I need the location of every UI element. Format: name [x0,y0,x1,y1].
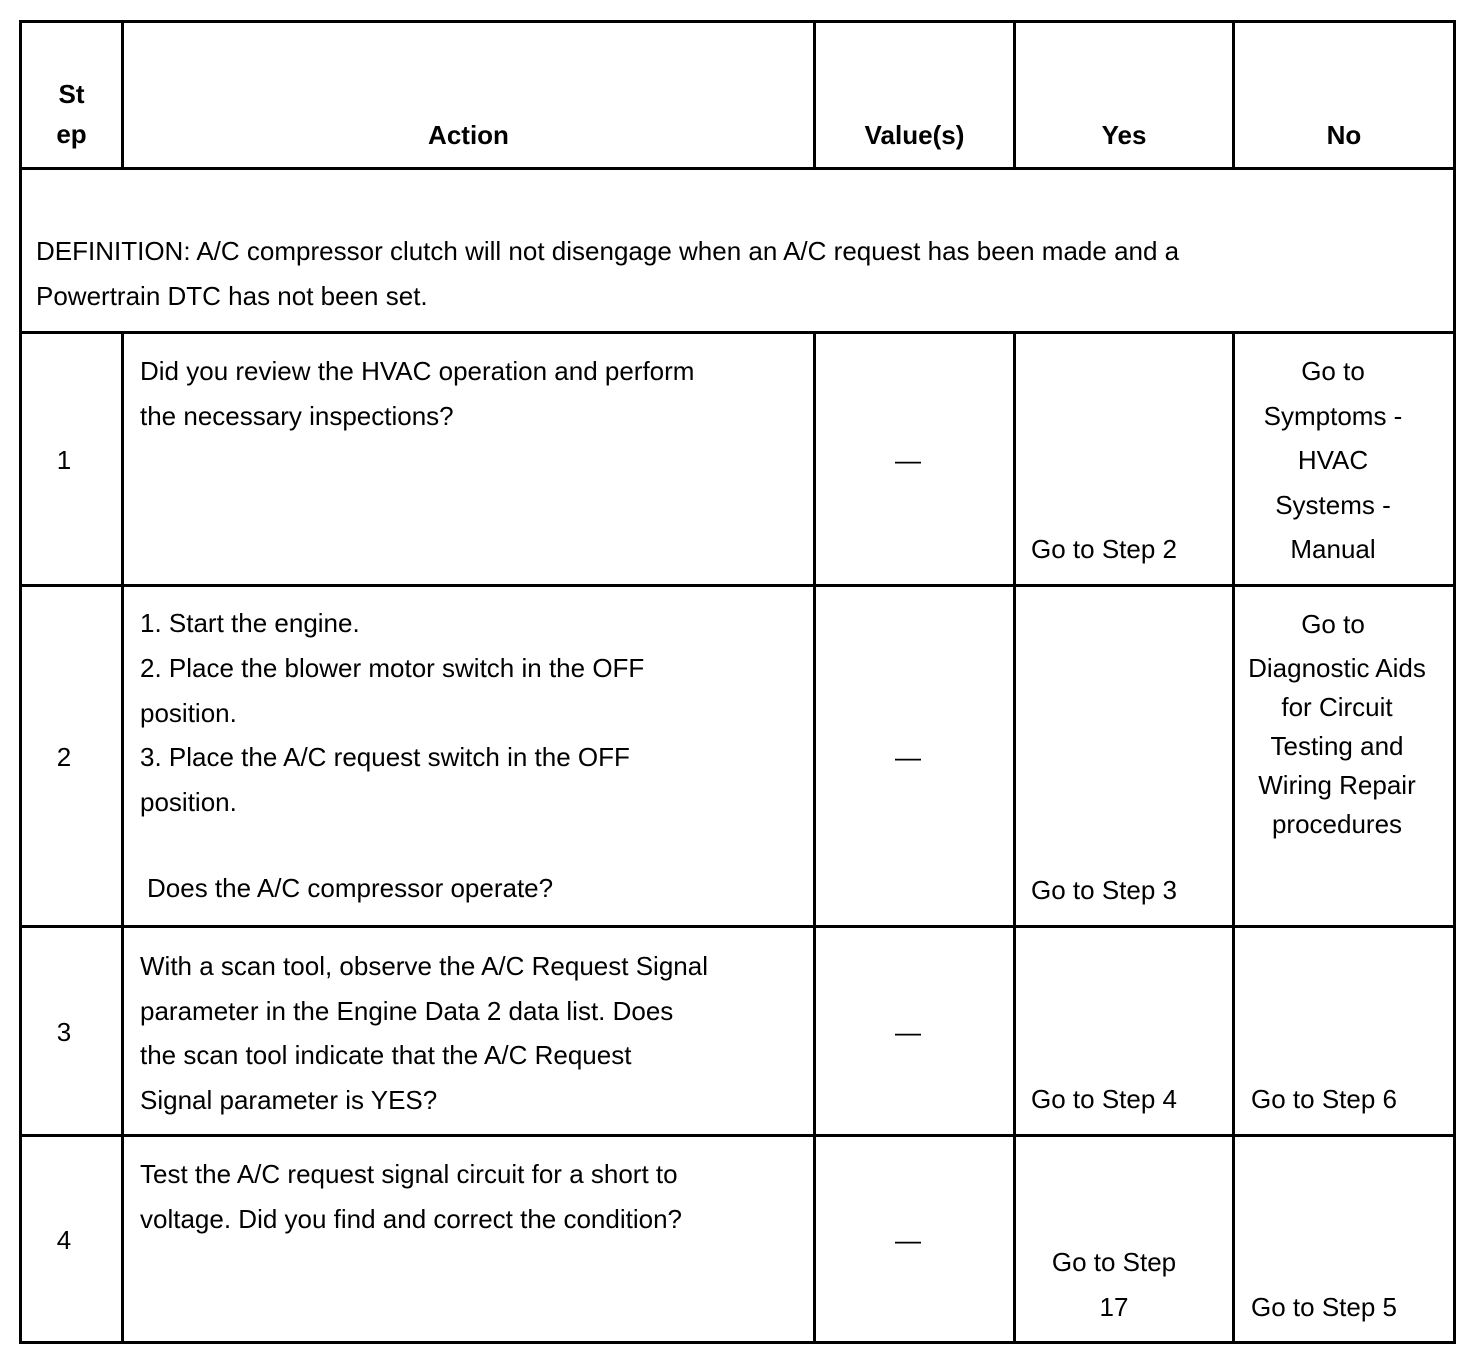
row-divider-1 [19,584,1456,587]
col-divider-values [1013,331,1016,1344]
no-link[interactable]: Diagnostic Aids for Circuit Testing and Wiring Repair procedures [1248,653,1426,839]
value-dash: — [895,1225,921,1255]
yes-link[interactable]: Go to Step 17 [1051,1247,1177,1322]
header-step: St ep [56,79,87,149]
action-item: 2. Place the blower motor switch in the OFF position. [140,653,645,728]
table-border-bottom [19,1341,1456,1344]
step-number: 3 [56,1017,72,1047]
step-number: 1 [56,445,72,475]
action-text: Did you review the HVAC operation and perform the necessary inspections? [140,356,695,431]
step-number: 2 [56,742,72,772]
yes-link[interactable]: Go to Step 4 [1031,1084,1177,1114]
action-text: Test the A/C request signal circuit for a short to voltage. Did you find and correct the condition? [140,1159,683,1234]
action-question: Does the A/C compressor operate? [147,873,554,903]
header-action: Action [428,120,509,150]
value-dash: — [895,1017,921,1047]
value-dash: — [895,742,921,772]
no-link[interactable]: Go to Step 6 [1251,1084,1397,1114]
col-divider-step [121,331,124,1344]
header-divider [19,167,1456,170]
action-item: 3. Place the A/C request switch in the OFF position. [140,742,630,817]
header-values: Value(s) [864,120,965,150]
table-border-right [1453,20,1456,1344]
step-number: 4 [56,1225,72,1255]
no-link[interactable]: Go to Step 5 [1251,1292,1397,1322]
header-yes: Yes [1101,120,1147,150]
no-link[interactable]: Go to Symptoms - HVAC Systems - Manual [1263,356,1403,564]
table-border-top [19,20,1456,23]
row-divider-2 [19,925,1456,928]
header-no: No [1326,120,1362,150]
action-text: With a scan tool, observe the A/C Request Signal parameter in the Engine Data 2 data list. Does the scan tool indicate that the A/C Request Signal parameter is YES? [140,951,708,1115]
value-dash: — [895,445,921,475]
yes-link[interactable]: Go to Step 2 [1031,534,1177,564]
action-item: 1. Start the engine. [140,608,360,638]
no-link-title[interactable]: Go to [1301,609,1365,639]
table-border-left [19,20,22,1344]
definition-text: DEFINITION: A/C compressor clutch will not disengage when an A/C request has been made and a Powertrain DTC has not been set. [36,236,1180,311]
definition-divider [19,331,1456,334]
col-divider-action [813,331,816,1344]
yes-link[interactable]: Go to Step 3 [1031,875,1177,905]
row-divider-3 [19,1134,1456,1137]
